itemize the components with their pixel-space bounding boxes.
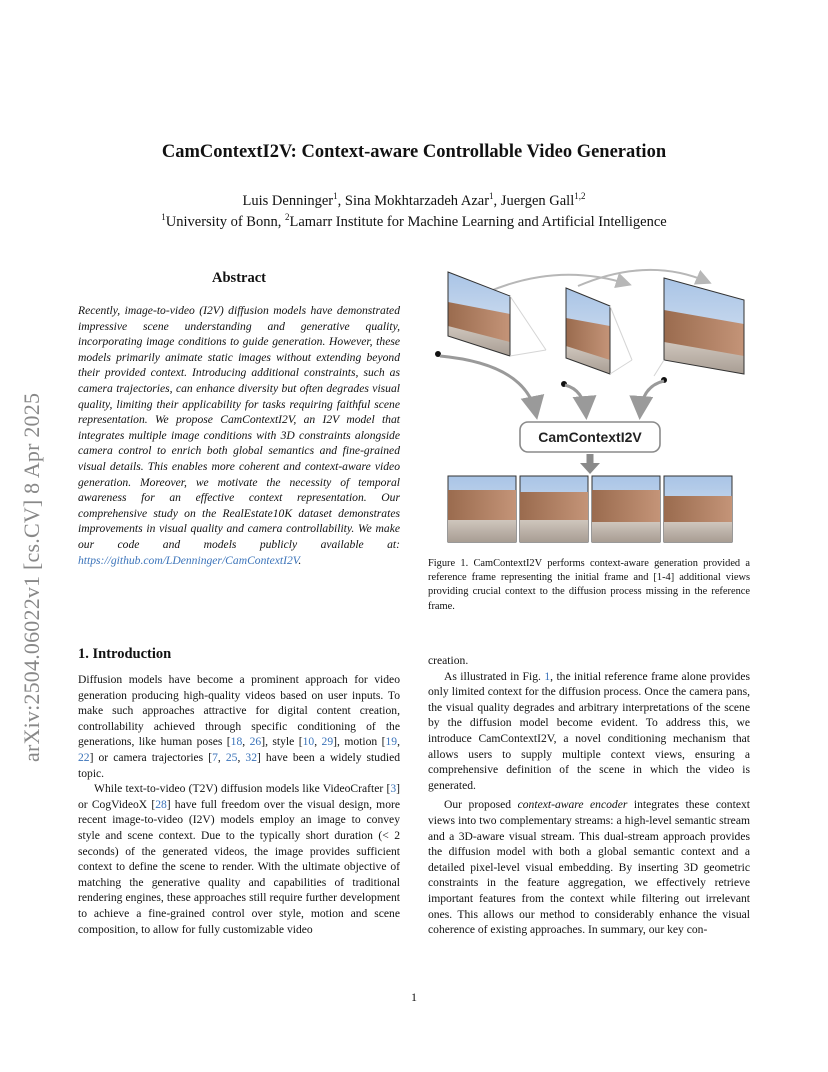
citation-link[interactable]: 19 [385,735,398,749]
body-text: While text-to-video (T2V) diffusion models like VideoCrafter [ [94,782,391,796]
affiliation-name: Lamarr Institute for Machine Learning and Artificial Intelligence [289,214,667,230]
body-text: , [314,735,322,749]
body-text: ] or camera trajectories [ [89,750,213,764]
context-arrow-2 [565,385,586,414]
abstract-end: . [298,553,302,567]
abstract-text [78,303,400,568]
generated-frame-3 [592,476,660,542]
affiliation-mark: 1 [161,212,166,223]
citation-link[interactable]: 32 [245,750,257,764]
body-text: Diffusion models have become a prominent approach for video generation producing high-quality videos based on user inputs. To make such approaches attractive for digital content creation, controllability achieved through specific conditioning of the generations, like human poses [ [78,673,400,749]
body-text: ] have full freedom over the visual design, more recent image-to-video (I2V) models employ an image to convey style and scene context. Due to the typically short duration (< 2 seconds) of the generated videos, the image provides sufficient context to define the scene to render. With the ultimate objective of matching the generative quality and capabilities of traditional rendering engines, these approaches still require further development to achieve a fine-grained control over style, motion and scene composition, to allow for fully customizable video [78,797,400,936]
body-text: , [237,750,246,764]
left-column [78,672,400,937]
figure-1-diagram [428,264,750,550]
affiliation-list [0,214,828,231]
body-text: As illustrated in Fig. [444,669,545,683]
author-affiliation-mark: 1 [489,191,494,202]
citation-link[interactable]: 1 [544,669,551,683]
body-text: , the initial reference frame alone provides only limited context for the diffusion process. Once the camera pans, the visual quality degrades and arbitrary interpretations of the scene by the diffusion model become evident. To address this, we introduce CamContextI2V, a novel conditioning mechanism that allows users to supply multiple context views, ensuring a comprehensive definition of the scene in which the video is generated. [428,669,750,792]
citation-link[interactable]: 7 [212,750,218,764]
emphasis-text: context-aware encoder [517,798,628,812]
citation-link[interactable]: 26 [249,735,262,749]
body-text: , [217,750,226,764]
figure-1-caption: Figure 1. CamContextI2V performs context-aware generation provided a reference frame representing the initial frame and [1-4] additional views providing crucial context to the diffusion process missing in the reference frame. [428,558,750,612]
citation-link[interactable]: 3 [390,782,397,796]
body-text: creation. [428,654,469,667]
body-text: ] have been a widely studied topic. [78,750,401,780]
body-text: , [397,735,400,749]
paper-title: CamContextI2V: Context-aware Controllable Video Generation [161,142,667,162]
paragraph [428,797,750,937]
context-arrow-3 [640,381,664,414]
camera-arc-2 [578,270,708,286]
context-view-1 [435,272,546,357]
body-text: ], motion [ [333,735,386,749]
generated-frame-2 [520,476,588,542]
section-heading: 1. Introduction [78,646,172,662]
model-label: CamContextI2V [538,429,642,445]
citation-link[interactable]: 22 [78,750,90,764]
citation-link[interactable]: 25 [225,750,238,764]
page-number: 1 [411,990,417,1004]
generated-frame-1 [448,476,516,542]
figure-1 [428,264,750,550]
code-link[interactable]: https://github.com/LDenninger/CamContextI2V [78,553,299,567]
citation-link[interactable]: 10 [302,735,315,749]
generated-frame-4 [664,476,732,542]
context-view-2 [561,288,632,387]
paragraph [78,672,400,781]
paragraph [428,669,750,794]
author-name: Luis Denninger [242,193,334,209]
output-arrow-head [580,463,600,474]
context-arrow-1 [440,356,536,414]
body-text: ], style [ [261,735,303,749]
arxiv-identifier: arXiv:2504.06022v1 [cs.CV] 8 Apr 2025 [19,392,44,762]
citation-link[interactable]: 18 [230,735,243,749]
context-view-3 [654,278,744,383]
abstract-heading: Abstract [212,270,266,286]
affiliation-name: University of Bonn, [165,214,285,230]
author-list: Luis Denninger$^1$, Sina Mokhtarzadeh Azar$^1$, Juergen Gall$^{1,2}$ [242,191,586,209]
author-affiliation-mark: 1 [333,191,338,202]
camera-arc-1 [488,275,628,292]
author-name: Sina Mokhtarzadeh Azar [344,193,490,209]
right-column [428,653,750,938]
citation-link[interactable]: 28 [155,797,167,811]
paragraph [78,781,400,937]
body-text: Our proposed [444,798,518,812]
affiliation-mark: 2 [284,212,290,223]
citation-link[interactable]: 29 [321,735,334,749]
body-text: integrates these context views into two complementary streams: a high-level semantic stream and a 3D-aware visual stream. This dual-stream approach provides the diffusion model with both a global semantic context and a detailed pixel-level visual embedding. By inserting 3D geometric constraints in the feature aggregation, we effectively retrieve important features from the context while filtering out irrelevant ones. This allows our method to considerably enhance the visual coherence of existing approaches. In summary, our key con- [428,798,750,937]
abstract-body-text: Recently, image-to-video (I2V) diffusion models have demonstrated impressive scene understanding and generative quality, incorporating image conditions to guide generation. However, these models primarily animate static images without extending beyond their provided context. Introducing additional constraints, such as camera trajectories, can enhance diversity but often degrades visual quality, limiting their applicability for tasks requiring faithful scene representation. We propose CamContextI2V, an I2V model that integrates multiple image conditions with 3D constraints alongside camera control to enrich both global semantics and fine-grained visual details. This enables more coherent and context-aware video generation. Moreover, we motivate the necessity of temporal awareness for an effective context representation. Our comprehensive study on the RealEstate10K dataset demonstrates improvements in visual quality and camera controllability. We make our code and models publicly available at: [78,304,400,551]
author-name: Juergen Gall [500,193,575,209]
body-text: ] or CogVideoX [ [78,782,400,811]
author-affiliation-mark: 1,2 [574,191,586,202]
body-text: , [242,735,250,749]
paragraph [428,653,750,669]
